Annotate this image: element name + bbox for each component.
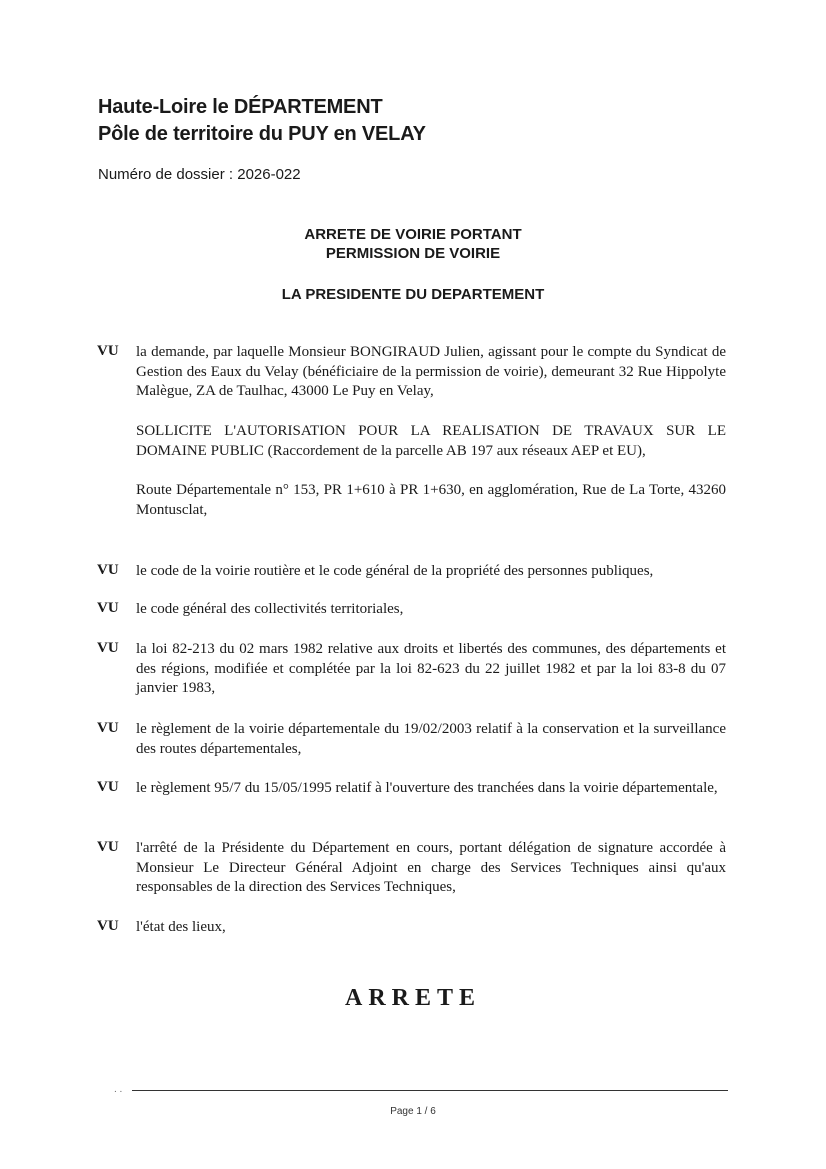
footer-marks: . . (114, 1084, 123, 1095)
vu-etat-des-lieux: l'état des lieux, (136, 919, 226, 935)
vu-reglement-tranchees: le règlement 95/7 du 15/05/1995 relatif à l'ouverture des tranchées dans la voirie départementale, (136, 780, 718, 796)
page-number: Page 1 / 6 (390, 1106, 436, 1117)
vu-label: VU (97, 839, 119, 855)
document-title-line2: PERMISSION DE VOIRIE (325, 245, 501, 262)
arrete-heading: ARRETE (344, 985, 482, 1011)
document-title-line1: ARRETE DE VOIRIE PORTANT (304, 226, 522, 243)
vu-label: VU (97, 562, 119, 578)
vu-label: VU (97, 343, 119, 359)
authority-title: LA PRESIDENTE DU DEPARTEMENT (281, 286, 545, 303)
vu-code-voirie: le code de la voirie routière et le code général de la propriété des personnes publiques, (136, 563, 654, 579)
pole-title: Pôle de territoire du PUY en VELAY (98, 123, 426, 145)
department-title: Haute-Loire le DÉPARTEMENT (98, 96, 383, 118)
vu-loi-82-213: la loi 82-213 du 02 mars 1982 relative aux droits et libertés des communes, des départements et des régions, modifiée et complétée par la loi 82-623 du 22 juillet 1982 et par la loi 83-8 du 07 janvier 1983, (136, 641, 726, 696)
vu-label: VU (97, 720, 119, 736)
vu-code-collectivites: le code général des collectivités territoriales, (136, 601, 404, 617)
vu-demande: la demande, par laquelle Monsieur BONGIRAUD Julien, agissant pour le compte du Syndicat de Gestion des Eaux du Velay (bénéficiaire de la permission de voirie), demeurant 32 Rue Hippolyte Malègue, ZA de Taulhac, 43000 Le Puy en Velay, (136, 344, 726, 399)
vu-label: VU (97, 600, 119, 616)
vu-label: VU (97, 640, 119, 656)
vu-label: VU (97, 918, 119, 934)
vu-demande-localisation: Route Départementale n° 153, PR 1+610 à PR 1+630, en agglomération, Rue de La Torte, 43260 Montusclat, (136, 482, 726, 518)
vu-delegation-signature: l'arrêté de la Présidente du Département en cours, portant délégation de signature accordée à Monsieur Le Directeur Général Adjoint en charge des Services Techniques ainsi qu'aux responsables de la direction des Services Techniques, (136, 840, 726, 895)
footer-divider (132, 1090, 728, 1091)
dossier-number: Numéro de dossier : 2026-022 (98, 166, 301, 183)
vu-demande-objet: SOLLICITE L'AUTORISATION POUR LA REALISATION DE TRAVAUX SUR LE DOMAINE PUBLIC (Raccordement de la parcelle AB 197 aux réseaux AEP et EU), (136, 423, 726, 459)
vu-reglement-voirie: le règlement de la voirie départementale du 19/02/2003 relatif à la conservation et la surveillance des routes départementales, (136, 721, 726, 757)
vu-label: VU (97, 779, 119, 795)
